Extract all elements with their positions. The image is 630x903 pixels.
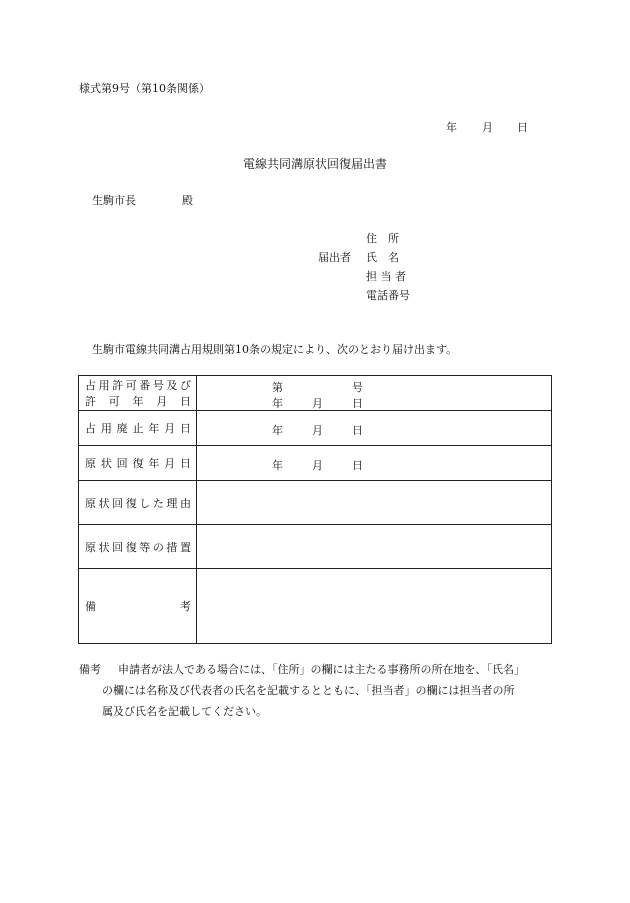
restore-value-cell[interactable] [197,446,552,481]
addressee-honorific: 殿 [182,194,193,207]
permit-label-line1: 占用許可番号及び [85,379,191,392]
reason-label: 原状回復した理由 [85,496,191,510]
restore-label: 原状回復年月日 [85,457,191,470]
note-line-2: の欄には名称及び代表者の氏名を記載するとともに、「担当者」の欄には担当者の所 [102,684,515,697]
remarks-value-cell[interactable] [197,569,552,644]
restore-date-month: 月 [312,459,323,472]
permit-date-day: 日 [352,397,363,410]
measures-label: 原状回復等の措置 [85,540,191,554]
restore-label-cell [79,446,197,481]
document-title: 電線共同溝原状回復届出書 [242,157,387,171]
note-head: 備考 [79,663,101,676]
restore-date-year: 年 [272,459,283,472]
filer-address-label: 住 所 [366,232,399,245]
abolish-date-year: 年 [272,424,283,437]
table-row-abolish [79,411,552,446]
filer-contact-label: 担 当 者 [366,270,406,283]
table-row-remarks [79,569,552,644]
filer-name-label: 氏 名 [366,251,399,264]
note-line-3: 属及び氏名を記載してください。 [102,705,267,718]
abolish-date-day: 日 [352,424,363,437]
date-day-label: 日 [517,121,528,134]
form-number: 様式第9号（第10条関係） [79,82,210,95]
date-month-label: 月 [482,121,493,134]
note-line-1: 申請者が法人である場合には、「住所」の欄には主たる事務所の所在地を、「氏名」 [118,663,525,676]
abolish-label-cell [79,411,197,446]
permit-date-month: 月 [312,397,323,410]
table-row-restore [79,446,552,481]
permit-value-cell[interactable] [197,376,552,411]
reason-value-cell[interactable] [197,481,552,525]
permit-label-cell [79,376,197,411]
permit-number-suffix: 号 [352,381,363,394]
restore-date-day: 日 [352,459,363,472]
measures-value-cell[interactable] [197,525,552,569]
table-row-measures [79,525,552,569]
notification-statement: 生駒市電線共同溝占用規則第10条の規定により、次のとおり届け出ます。 [92,343,458,356]
table-row-reason [79,481,552,525]
permit-label-line2: 許可年月日 [85,395,191,408]
measures-label-cell [79,525,197,569]
filer-group-label: 届出者 [318,251,351,264]
filer-phone-label: 電話番号 [366,289,410,302]
abolish-label: 占用廃止年月日 [85,422,191,435]
reason-label-cell [79,481,197,525]
date-year-label: 年 [446,121,457,134]
permit-number-prefix: 第 [272,381,283,394]
table-row-permit [79,376,552,411]
abolish-value-cell[interactable] [197,411,552,446]
addressee-mayor: 生駒市長 [92,194,136,207]
permit-date-year: 年 [272,397,283,410]
abolish-date-month: 月 [312,424,323,437]
remarks-label-cell [79,569,197,644]
notification-form-table [78,375,552,644]
remarks-label: 備 考 [85,600,191,613]
